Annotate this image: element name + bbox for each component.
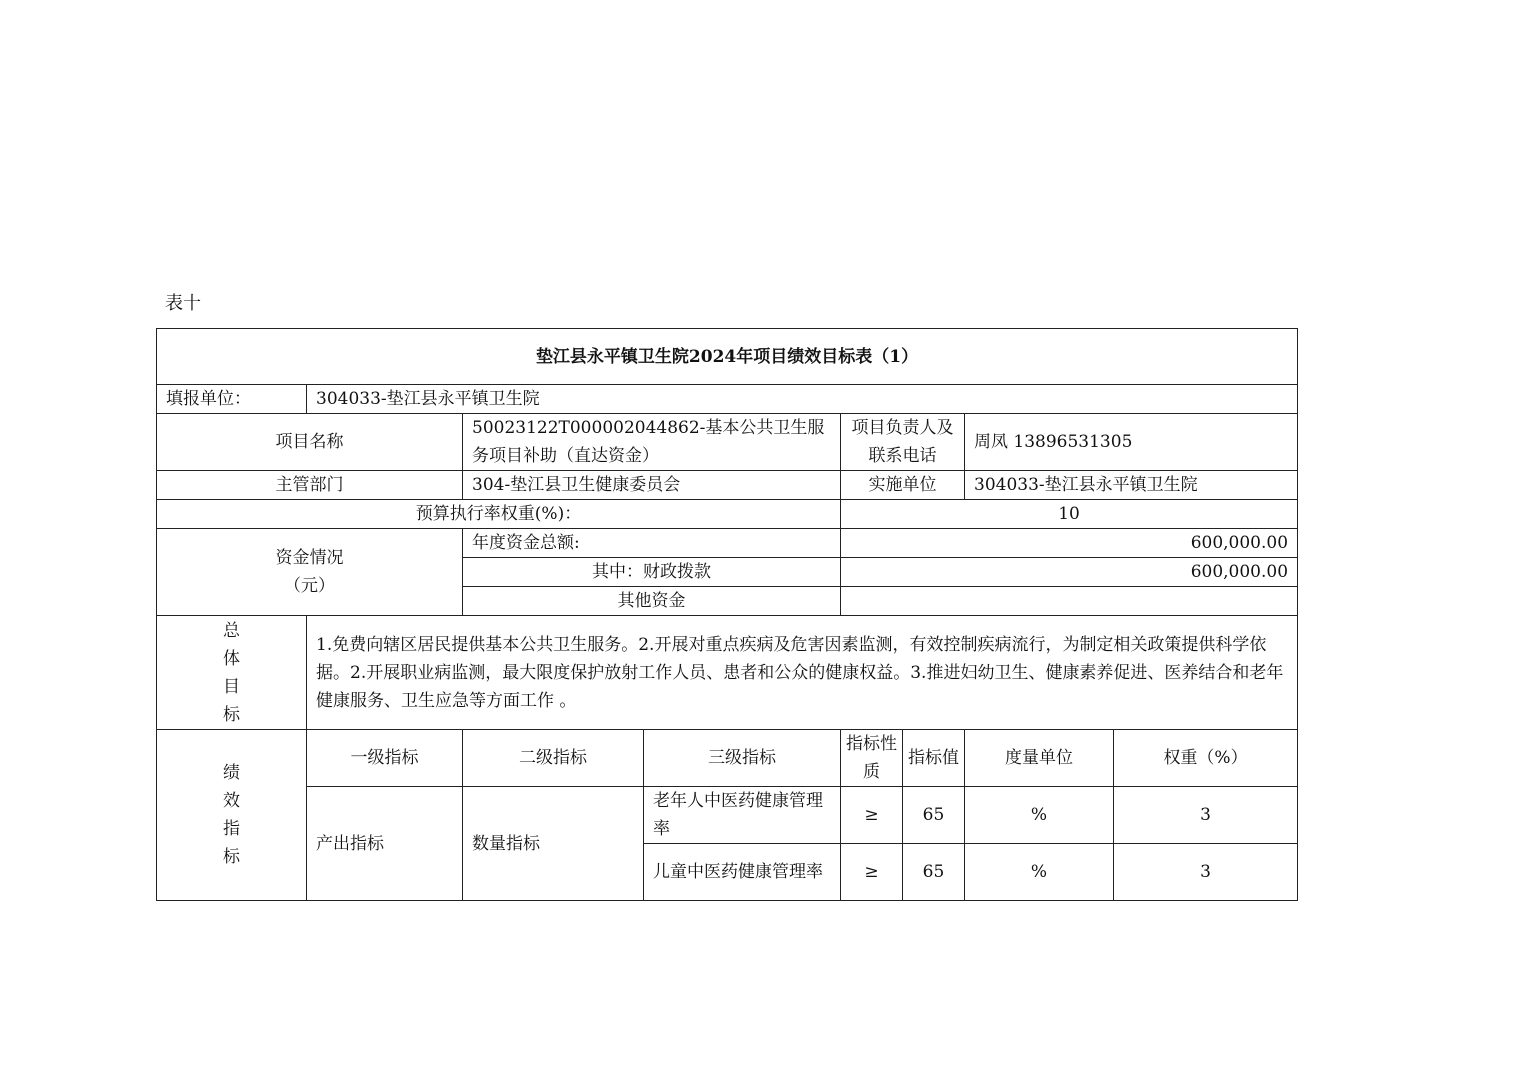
funds-label [157, 529, 463, 616]
header-value: 指标值 [903, 730, 965, 787]
level1-value: 产出指标 [307, 787, 463, 901]
table-number: 表十 [165, 293, 201, 314]
performance-target-table [156, 328, 1298, 901]
implementing-unit-value: 304033-垫江县永平镇卫生院 [965, 471, 1298, 500]
level2-value: 数量指标 [463, 787, 644, 901]
project-name-value: 50023122T000002044862-基本公共卫生服务项目补助（直达资金） [463, 414, 841, 471]
header-weight: 权重（%） [1114, 730, 1298, 787]
funds-label-line1: 资金情况 [275, 548, 344, 568]
indicator-unit: % [965, 844, 1114, 901]
funds-other-value [841, 587, 1298, 616]
indicator-nature: ≥ [841, 787, 903, 844]
header-unit: 度量单位 [965, 730, 1114, 787]
project-contact-label: 项目负责人及联系电话 [841, 414, 965, 471]
overall-goal-text: 1.免费向辖区居民提供基本公共卫生服务。2.开展对重点疾病及危害因素监测，有效控制疾病流行，为制定相关政策提供科学依据。2.开展职业病监测，最大限度保护放射工作人员、患者和公众的健康权益。3.推进妇幼卫生、健康素养促进、医养结合和老年健康服务、卫生应急等方面工作 。 [307, 616, 1298, 730]
header-level2: 二级指标 [463, 730, 644, 787]
project-name-label: 项目名称 [157, 414, 463, 471]
budget-weight-value: 10 [841, 500, 1298, 529]
indicator-name: 老年人中医药健康管理率 [644, 787, 841, 844]
implementing-unit-label: 实施单位 [841, 471, 965, 500]
funds-fiscal-value: 600,000.00 [841, 558, 1298, 587]
indicator-weight: 3 [1114, 844, 1298, 901]
indicator-name: 儿童中医药健康管理率 [644, 844, 841, 901]
indicator-nature: ≥ [841, 844, 903, 901]
funds-other-label: 其他资金 [463, 587, 841, 616]
indicator-value: 65 [903, 787, 965, 844]
department-value: 304-垫江县卫生健康委员会 [463, 471, 841, 500]
department-label: 主管部门 [157, 471, 463, 500]
funds-total-value: 600,000.00 [841, 529, 1298, 558]
header-nature: 指标性质 [841, 730, 903, 787]
funds-total-label: 年度资金总额: [463, 529, 841, 558]
indicator-weight: 3 [1114, 787, 1298, 844]
overall-goal-label: 总 体 目 标 [157, 616, 307, 730]
header-level1: 一级指标 [307, 730, 463, 787]
budget-weight-label: 预算执行率权重(%)： [157, 500, 841, 529]
indicator-value: 65 [903, 844, 965, 901]
funds-label-line2: （元） [284, 576, 335, 596]
project-contact-value: 周凤 13896531305 [965, 414, 1298, 471]
indicator-unit: % [965, 787, 1114, 844]
header-level3: 三级指标 [644, 730, 841, 787]
funds-fiscal-label: 其中：财政拨款 [463, 558, 841, 587]
fill-unit-label: 填报单位： [157, 385, 307, 414]
table-title: 垫江县永平镇卫生院2024年项目绩效目标表（1） [157, 329, 1298, 385]
table-row [157, 787, 1298, 844]
fill-unit-value: 304033-垫江县永平镇卫生院 [307, 385, 1298, 414]
indicators-label: 绩 效 指 标 [157, 730, 307, 901]
